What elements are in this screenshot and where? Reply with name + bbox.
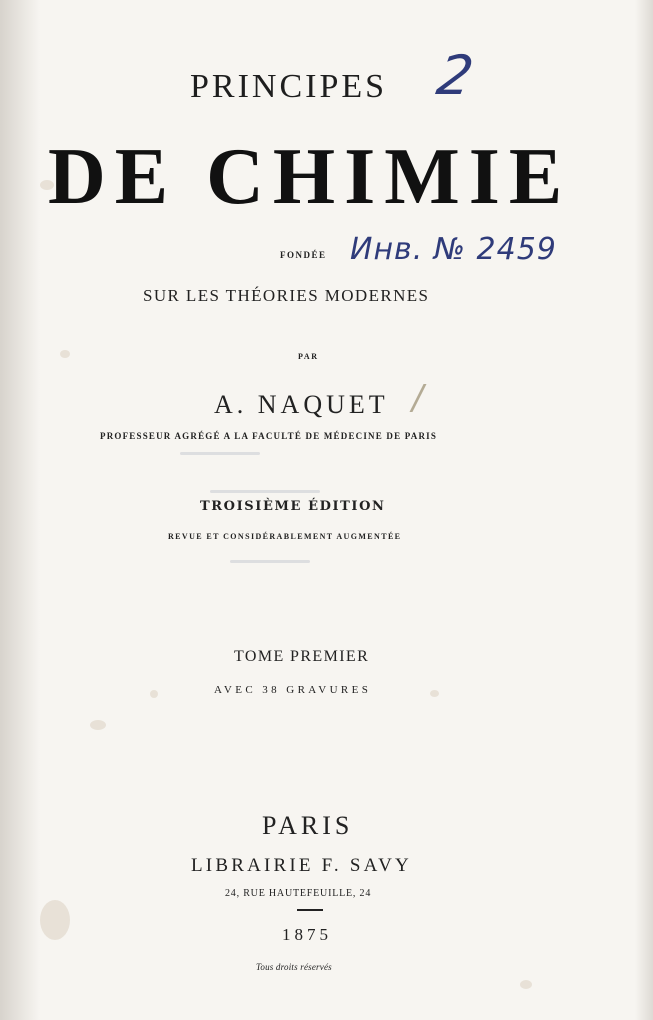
- author-title: PROFESSEUR AGRÉGÉ A LA FACULTÉ DE MÉDECINE DE PARIS: [100, 431, 438, 441]
- edition-note: REVUE ET CONSIDÉRABLEMENT AUGMENTÉE: [168, 532, 402, 541]
- page-edge-shadow: [635, 0, 653, 1020]
- ink-bleed-mark: [180, 452, 260, 455]
- par-label: PAR: [298, 352, 319, 361]
- divider-rule: [297, 909, 323, 911]
- handwritten-volume-number: 2: [432, 44, 478, 107]
- handwritten-pencil-stroke: /: [412, 378, 424, 418]
- publisher-address: 24, RUE HAUTEFEUILLE, 24: [225, 888, 372, 899]
- paper-stain: [520, 980, 532, 989]
- spine-shadow: [0, 0, 40, 1020]
- paper-stain: [60, 350, 70, 358]
- ink-bleed-mark: [230, 560, 310, 563]
- paper-stain: [430, 690, 439, 697]
- paper-stain: [150, 690, 158, 698]
- paper-stain: [90, 720, 106, 730]
- publisher-name: LIBRAIRIE F. SAVY: [191, 855, 412, 876]
- rights-notice: Tous droits réservés: [256, 962, 332, 972]
- fondee-label: FONDÉE: [280, 250, 327, 260]
- title-line-de-chimie: DE CHIMIE: [48, 133, 572, 221]
- publication-year: 1875: [282, 925, 332, 944]
- author-name: A. NAQUET: [214, 390, 389, 419]
- volume-label: TOME PREMIER: [234, 648, 370, 665]
- paper-stain: [40, 900, 70, 940]
- illustrations-label: AVEC 38 GRAVURES: [214, 684, 372, 696]
- title-line-principes: PRINCIPES: [190, 68, 388, 105]
- edition-label: TROISIÈME ÉDITION: [200, 499, 386, 514]
- publication-city: PARIS: [262, 811, 354, 840]
- subtitle: SUR LES THÉORIES MODERNES: [143, 286, 430, 305]
- ink-bleed-mark: [210, 490, 320, 493]
- handwritten-inventory-number: Инв. № 2459: [350, 232, 557, 267]
